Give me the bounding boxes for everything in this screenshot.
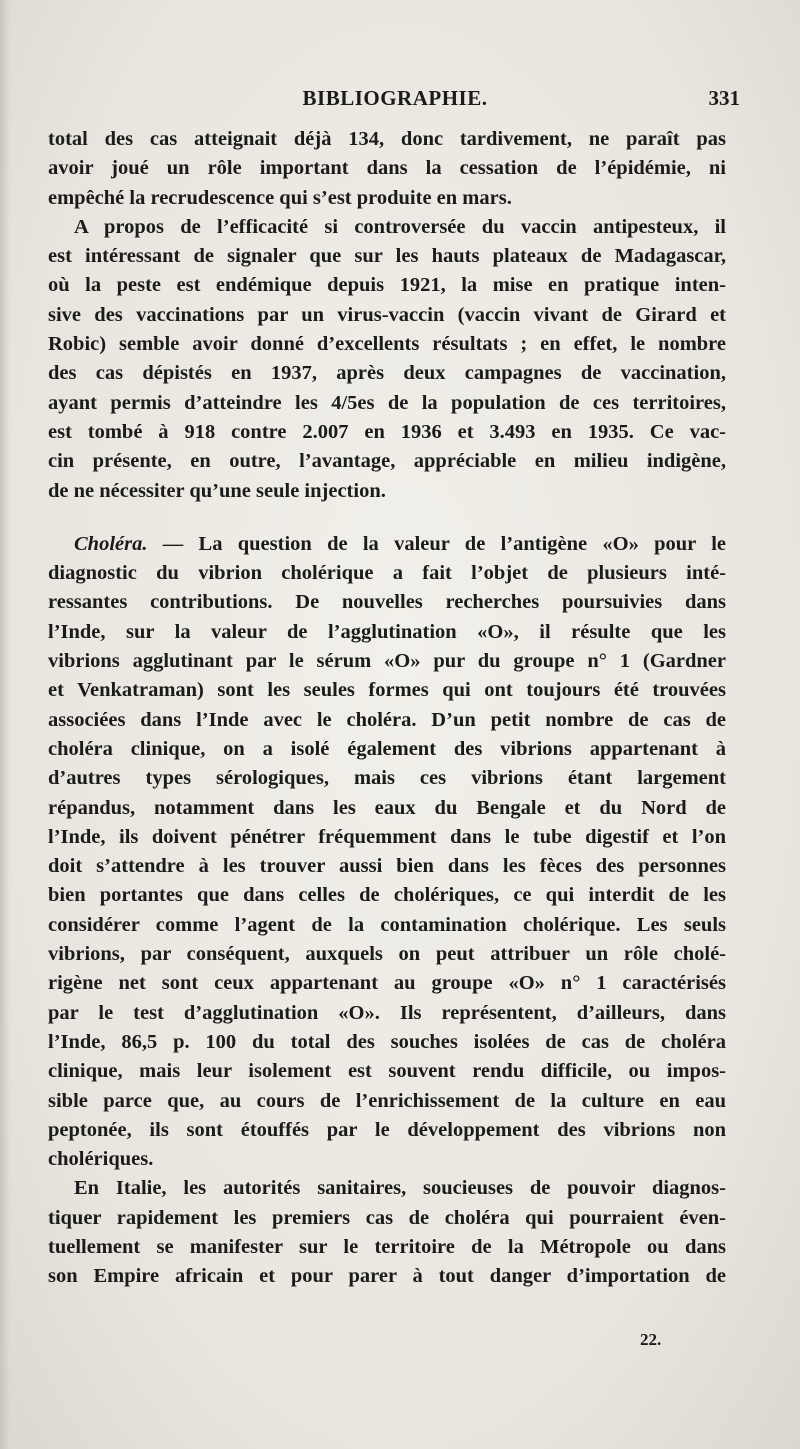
- text-line: d’autres types sérologiques, mais ces vibrions étant largement: [48, 767, 726, 790]
- text-line: vibrions, par conséquent, auxquels on peut attribuer un rôle cholé-: [48, 943, 726, 966]
- text-line: vibrions agglutinant par le sérum «O» pur du groupe n° 1 (Gardner: [48, 650, 726, 673]
- text-line: sible parce que, au cours de l’enrichissement de la culture en eau: [48, 1089, 726, 1112]
- text-line: A propos de l’efficacité si controversée du vaccin antipesteux, il: [74, 215, 726, 238]
- text-line: cholériques.: [48, 1148, 154, 1171]
- page-number: 331: [708, 86, 740, 110]
- text-line: doit s’attendre à les trouver aussi bien dans les fèces des personnes: [48, 855, 726, 878]
- text-line: sive des vaccinations par un virus-vaccin (vaccin vivant de Girard et: [48, 303, 726, 326]
- text-line: considérer comme l’agent de la contamination cholérique. Les seuls: [48, 913, 726, 936]
- text-line: En Italie, les autorités sanitaires, soucieuses de pouvoir diagnos-: [74, 1177, 726, 1200]
- text-line: est intéressant de signaler que sur les hauts plateaux de Madagascar,: [48, 245, 726, 268]
- text-line: [48, 530, 726, 559]
- body-text: [48, 125, 726, 1292]
- text-line: Robic) semble avoir donné d’excellents résultats ; en effet, le nombre: [48, 333, 726, 356]
- signature-mark: 22.: [640, 1330, 662, 1349]
- text-line: où la peste est endémique depuis 1921, la mise en pratique inten-: [48, 274, 726, 297]
- heading-line-rest: — La question de la valeur de l’antigène «O» pour le: [147, 532, 726, 555]
- text-line: est tombé à 918 contre 2.007 en 1936 et 3.493 en 1935. Ce vac-: [48, 420, 726, 443]
- text-line: l’Inde, 86,5 p. 100 du total des souches isolées de cas de choléra: [48, 1030, 726, 1053]
- text-line: choléra clinique, on a isolé également des vibrions appartenant à: [48, 737, 726, 760]
- section-heading-cholera: Choléra.: [74, 532, 148, 555]
- text-line: répandus, notamment dans les eaux du Bengale et du Nord de: [48, 796, 726, 819]
- running-title: BIBLIOGRAPHIE.: [302, 86, 488, 110]
- text-line: tiquer rapidement les premiers cas de choléra qui pourraient éven-: [48, 1206, 726, 1229]
- text-line: cin présente, en outre, l’avantage, appréciable en milieu indigène,: [48, 450, 726, 473]
- text-line: associées dans l’Inde avec le choléra. D’un petit nombre de cas de: [48, 708, 726, 731]
- text-line: peptonée, ils sont étouffés par le développement des vibrions non: [48, 1118, 726, 1141]
- text-line: tuellement se manifester sur le territoire de la Métropole ou dans: [48, 1235, 726, 1258]
- text-line: et Venkatraman) sont les seules formes qui ont toujours été trouvées: [48, 679, 726, 702]
- scan-edge-shadow: [0, 0, 10, 1449]
- text-line: par le test d’agglutination «O». Ils représentent, d’ailleurs, dans: [48, 1001, 726, 1024]
- text-line: l’Inde, sur la valeur de l’agglutination «O», il résulte que les: [48, 620, 726, 643]
- text-line: empêché la recrudescence qui s’est produite en mars.: [48, 186, 512, 209]
- text-line: avoir joué un rôle important dans la cessation de l’épidémie, ni: [48, 157, 726, 180]
- text-line: son Empire africain et pour parer à tout danger d’importation de: [48, 1265, 726, 1288]
- text-line: ressantes contributions. De nouvelles recherches poursuivies dans: [48, 591, 726, 614]
- running-header: [50, 86, 740, 116]
- text-line: diagnostic du vibrion cholérique a fait l’objet de plusieurs inté-: [48, 562, 726, 585]
- text-line: rigène net sont ceux appartenant au groupe «O» n° 1 caractérisés: [48, 972, 726, 995]
- text-line: clinique, mais leur isolement est souvent rendu difficile, ou impos-: [48, 1060, 726, 1083]
- paragraph-gap: [48, 506, 726, 530]
- text-line: total des cas atteignait déjà 134, donc tardivement, ne paraît pas: [48, 128, 726, 150]
- text-line: de ne nécessiter qu’une seule injection.: [48, 479, 386, 502]
- text-line: ayant permis d’atteindre les 4/5es de la population de ces territoires,: [48, 391, 726, 414]
- text-line: des cas dépistés en 1937, après deux campagnes de vaccination,: [48, 362, 726, 385]
- text-line: l’Inde, ils doivent pénétrer fréquemment dans le tube digestif et l’on: [48, 825, 726, 848]
- text-line: bien portantes que dans celles de cholériques, ce qui interdit de les: [48, 884, 726, 907]
